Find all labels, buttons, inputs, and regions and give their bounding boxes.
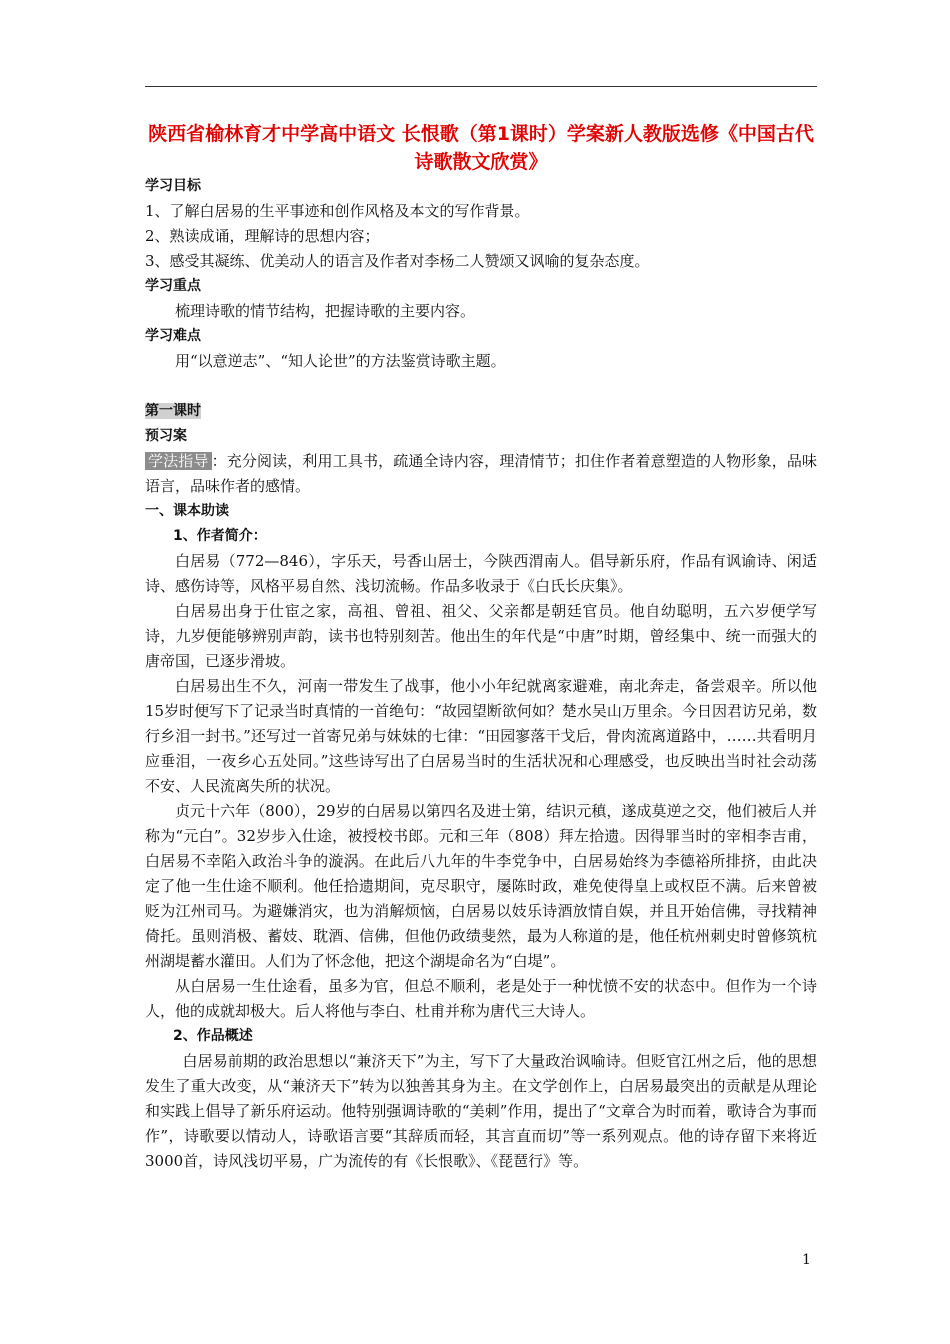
- document-title: 陕西省榆林育才中学高中语文 长恨歌（第1课时）学案新人教版选修《中国古代诗歌散文欣赏》: [148, 123, 814, 173]
- goals-heading: 学习目标: [145, 178, 201, 194]
- author-paragraph: 白居易出生不久，河南一带发生了战事，他小小年纪就离家避难，南北奔走，备尝艰辛。所以他15岁时便写下了记录当时真情的一首绝句：“故园望断欲何如？楚水吴山万里余。今日因君访兄弟，数行乡泪一封书。”还写过一首寄兄弟与妹妹的七律：“田园寥落干戈后，骨肉流离道路中，……共看明月应垂泪，一夜乡心五处同。”这些诗写出了白居易当时的生活状况和心理感受，也反映出当时社会动荡不安、人民流离失所的状况。: [145, 677, 817, 795]
- difficulty-heading: 学习难点: [145, 328, 201, 344]
- goal-item: 3、感受其凝练、优美动人的语言及作者对李杨二人赞颂又讽喻的复杂态度。: [145, 252, 650, 270]
- document-body: [145, 174, 817, 1174]
- focus-heading: 学习重点: [145, 278, 201, 294]
- preview-heading: 预习案: [145, 428, 187, 444]
- document-page: [145, 0, 817, 1344]
- page-number: 1: [802, 1252, 811, 1268]
- difficulty-text: 用“以意逆志”、“知人论世”的方法鉴赏诗歌主题。: [175, 352, 506, 370]
- author-paragraph: 从白居易一生仕途看，虽多为官，但总不顺利，老是处于一种忧愤不安的状态中。但作为一个诗人，他的成就却极大。后人将他与李白、杜甫并称为唐代三大诗人。: [145, 977, 817, 1020]
- author-paragraph: 白居易（772—846），字乐天，号香山居士，今陕西渭南人。倡导新乐府，作品有讽谕诗、闲适诗、感伤诗等，风格平易自然、浅切流畅。作品多收录于《白氏长庆集》。: [145, 552, 817, 595]
- focus-text: 梳理诗歌的情节结构，把握诗歌的主要内容。: [175, 302, 476, 320]
- section1-heading: 一、课本助读: [145, 503, 229, 519]
- method-label: 学法指导: [145, 452, 212, 470]
- method-paragraph: [145, 449, 817, 499]
- method-text: ：充分阅读，利用工具书，疏通全诗内容，理清情节；扣住作者着意塑造的人物形象，品味语言，品味作者的感情。: [145, 452, 817, 495]
- spacer: [145, 374, 817, 399]
- author-paragraph: 白居易出身于仕宦之家，高祖、曾祖、祖父、父亲都是朝廷官员。他自幼聪明，五六岁便学写诗，九岁便能够辨别声韵，读书也特别刻苦。他出生的年代是“中唐”时期，曾经集中、统一而强大的唐帝国，已逐步滑坡。: [145, 602, 817, 670]
- works-heading: 2、作品概述: [173, 1028, 253, 1044]
- lesson-heading: [145, 399, 817, 424]
- header-rule: [145, 86, 817, 87]
- author-heading: 1、作者简介：: [173, 528, 267, 544]
- goal-item: 2、熟读成诵，理解诗的思想内容；: [145, 227, 380, 245]
- lesson-heading-text: 第一课时: [145, 403, 201, 419]
- author-paragraph: 贞元十六年（800），29岁的白居易以第四名及进士第，结识元稹，遂成莫逆之交，他们被后人并称为“元白”。32岁步入仕途，被授校书郎。元和三年（808）拜左拾遗。因得罪当时的宰相李吉甫，白居易不幸陷入政治斗争的漩涡。在此后八九年的牛李党争中，白居易始终为李德裕所排挤，由此决定了他一生仕途不顺利。他任拾遗期间，克尽职守，屡陈时政，难免使得皇上或权臣不满。后来曾被贬为江州司马。为避嫌消灾，也为消解烦恼，白居易以妓乐诗酒放情自娱，并且开始信佛，寻找精神倚托。虽则消极、蓄妓、耽酒、信佛，但他仍政绩斐然，最为人称道的是，他任杭州刺史时曾修筑杭州湖堤蓄水灌田。人们为了怀念他，把这个湖堤命名为“白堤”。: [145, 802, 817, 970]
- works-paragraph: 白居易前期的政治思想以“兼济天下”为主，写下了大量政治讽喻诗。但贬官江州之后，他的思想发生了重大改变，从“兼济天下”转为以独善其身为主。在文学创作上，白居易最突出的贡献是从理论和实践上倡导了新乐府运动。他特别强调诗歌的“美刺”作用，提出了“文章合为时而着，歌诗合为事而作”，诗歌要以情动人，诗歌语言要“其辞质而轻，其言直而切”等一系列观点。他的诗存留下来将近3000首，诗风浅切平易，广为流传的有《长恨歌》、《琵琶行》等。: [145, 1052, 817, 1170]
- goal-item: 1、了解白居易的生平事迹和创作风格及本文的写作背景。: [145, 202, 530, 220]
